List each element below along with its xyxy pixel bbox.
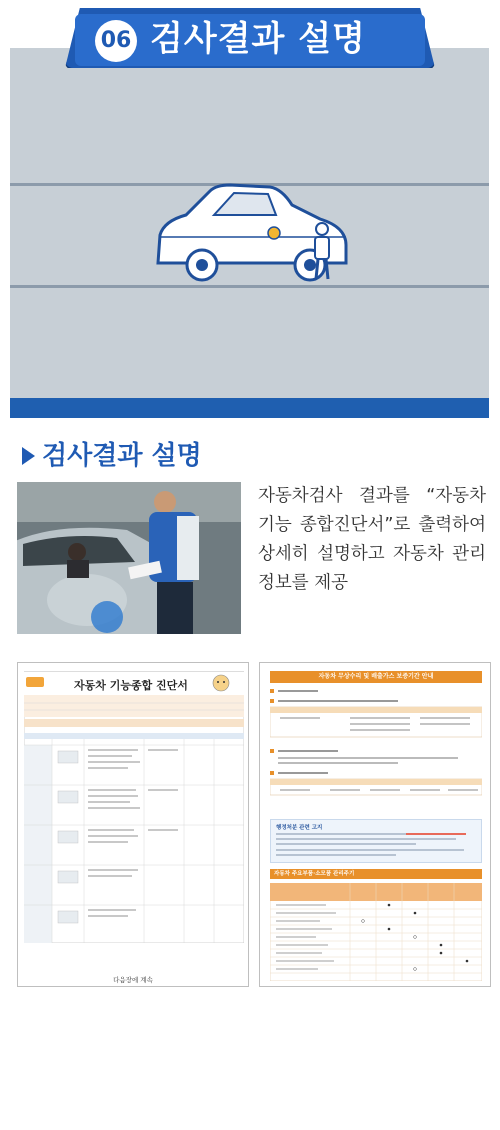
description-text: 자동차검사 결과를 “자동차 기능 종합진단서”로 출력하여 상세히 설명하고 자동차 관리 정보를 제공 [258,486,486,593]
ts-logo [26,677,44,687]
guide-header: 자동차 무상수리 및 배출가스 보증기간 안내 [318,673,434,680]
banner-title: 검사결과 설명 [150,19,366,59]
admin-notice-text [276,833,476,859]
parts-maintenance-table [270,883,482,981]
mascot-icon [210,673,232,693]
document-footer: 다음장에 계속 [113,976,153,984]
triangle-bullet-icon [22,447,35,465]
step-number-badge: 06 [95,20,137,62]
banner-bottom-band [10,398,489,418]
warranty-guide-document [259,662,491,987]
warranty-info-block [270,689,482,817]
document-top-line [24,667,244,672]
banner-line-bottom [10,285,489,288]
car-inspection-illustration [150,175,360,285]
document-title: 자동차 기능종합 진단서 [74,679,188,692]
parts-table-title: 자동차 주요부품·소모품 관리주기 [274,871,355,877]
section-title: 검사결과 설명 [42,441,202,471]
report-table [24,695,244,943]
inspection-photo [17,482,241,634]
admin-notice-title: 행정처분 관련 고지 [276,825,323,831]
diagnosis-report-document [17,662,249,987]
